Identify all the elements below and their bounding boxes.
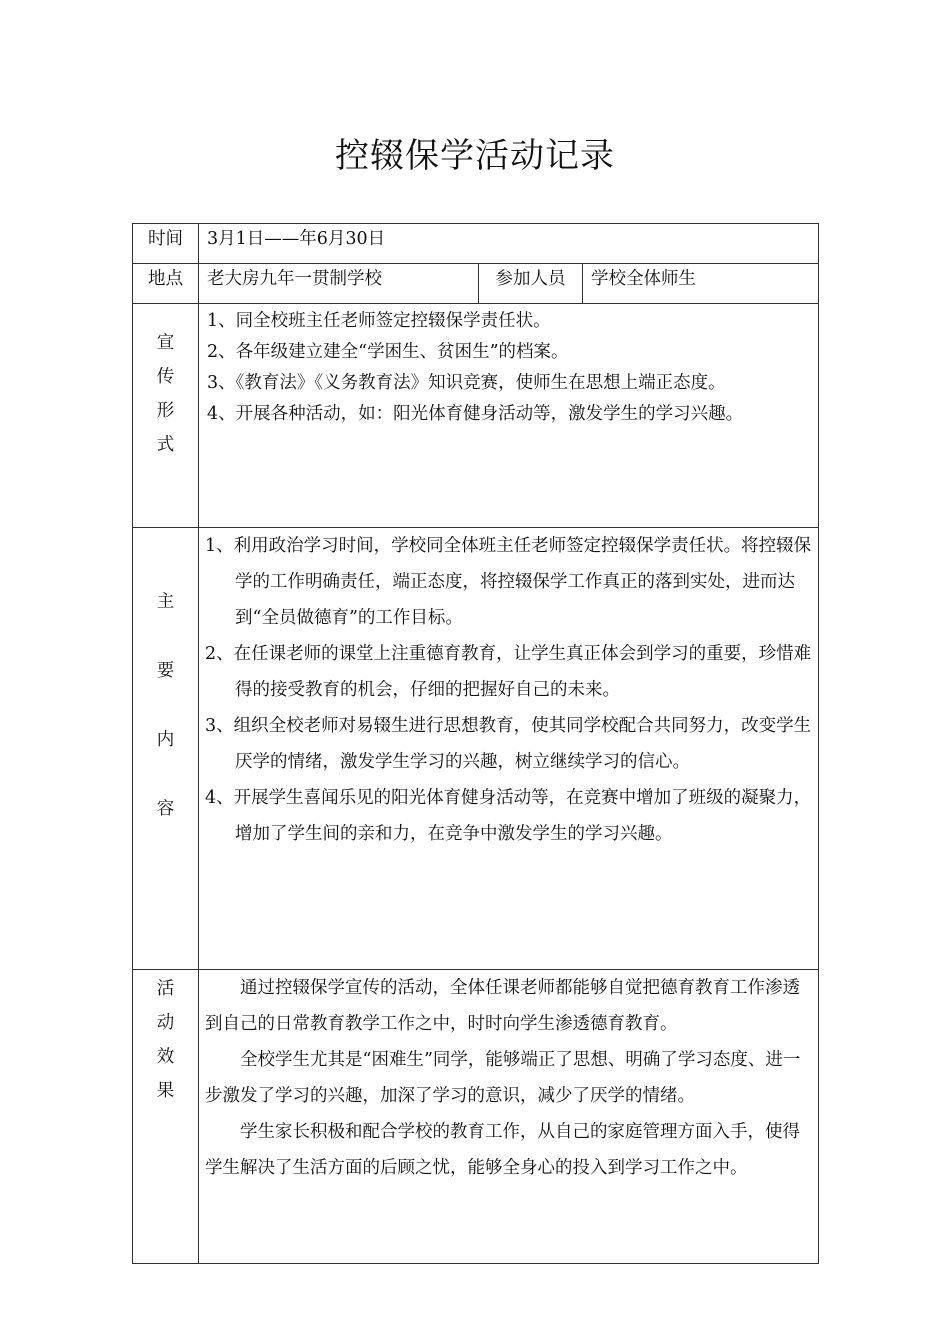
list-item: 3、《教育法》《义务教育法》知识竞赛，使师生在思想上端正态度。: [207, 373, 726, 393]
place-row: [133, 264, 819, 304]
list-item: 4、开展各种活动，如：阳光体育健身活动等，激发学生的学习兴趣。: [207, 404, 744, 424]
time-value: 3月1日——年6月30日: [199, 224, 819, 264]
effect-paragraph: 学生家长积极和配合学校的教育工作，从自己的家庭管理方面入手，使得学生解决了生活方面的后顾之忧，能够全身心的投入到学习工作之中。: [205, 1122, 800, 1178]
list-item: 1、利用政治学习时间，学校同全体班主任老师签定控辍保学责任状。将控辍保学的工作明确责任，端正态度，将控辍保学工作真正的落到实处，进而达到“全员做德育”的工作目标。: [205, 536, 812, 628]
list-item: 2、各年级建立建全“学困生、贫困生”的档案。: [207, 342, 569, 362]
content-list: [199, 528, 819, 970]
list-item: 4、开展学生喜闻乐见的阳光体育健身活动等，在竞赛中增加了班级的凝聚力，增加了学生间的亲和力，在竞争中激发学生的学习兴趣。: [205, 788, 812, 844]
publicity-label: 宣 传 形 式: [133, 304, 199, 528]
list-item: 2、在任课老师的课堂上注重德育教育，让学生真正体会到学习的重要，珍惜难得的接受教育的机会，仔细的把握好自己的未来。: [205, 644, 812, 700]
page-title: 控辍保学活动记录: [335, 136, 615, 176]
content-label: 主 要 内 容: [133, 528, 199, 970]
time-label: 时间: [133, 224, 199, 264]
effect-paragraph: 全校学生尤其是“困难生”同学，能够端正了思想、明确了学习态度、进一步激发了学习的兴趣，加深了学习的意识，减少了厌学的情绪。: [205, 1050, 801, 1106]
content-row: [133, 528, 819, 970]
participants-label: 参加人员: [479, 264, 583, 304]
effect-row: [133, 970, 819, 1264]
place-value: 老大房九年一贯制学校: [199, 264, 479, 304]
list-item: 3、组织全校老师对易辍生进行思想教育，使其同学校配合共同努力，改变学生厌学的情绪，激发学生学习的兴趣，树立继续学习的信心。: [205, 716, 812, 772]
effect-label: 活 动 效 果: [133, 970, 199, 1264]
effect-text: [199, 970, 819, 1264]
record-table: [132, 223, 819, 1264]
effect-paragraph: 通过控辍保学宣传的活动，全体任课老师都能够自觉把德育教育工作渗透到自己的日常教育教学工作之中，时时向学生渗透德育教育。: [205, 978, 800, 1034]
list-item: 1、同全校班主任老师签定控辍保学责任状。: [207, 311, 551, 331]
publicity-row: [133, 304, 819, 528]
publicity-list: [199, 304, 819, 528]
place-label: 地点: [133, 264, 199, 304]
time-row: [133, 224, 819, 264]
participants-value: 学校全体师生: [583, 264, 819, 304]
